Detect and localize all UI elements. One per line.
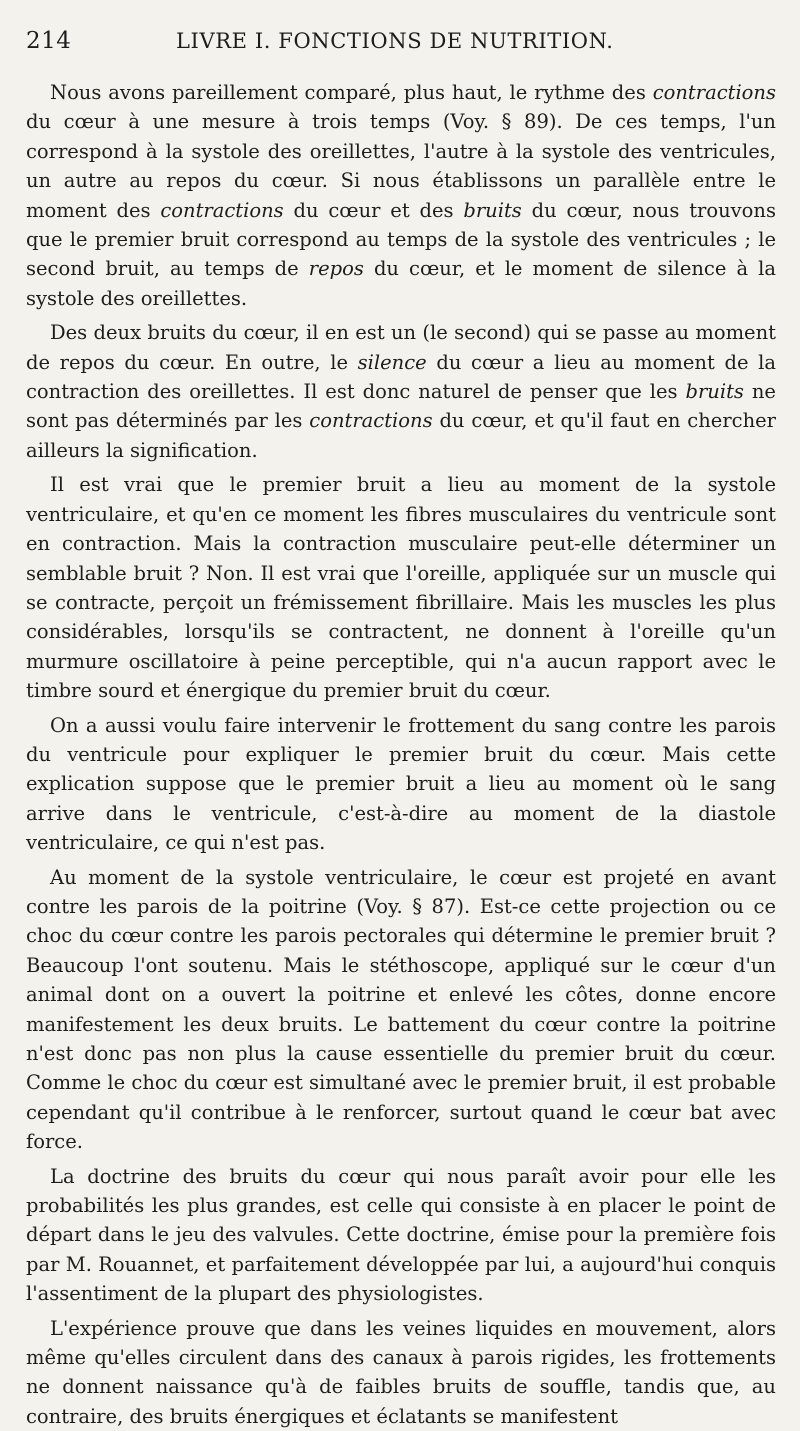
body-text: [26, 78, 776, 1431]
paragraph-7: L'expérience prouve que dans les veines liquides en mouvement, alors même qu'elles circulent dans des canaux à parois rigides, les frottements ne donnent naissance qu'à de faibles bruits de souffle, tandis que, au contraire, des bruits énergiques et éclatants se manifestent: [26, 1316, 776, 1428]
paragraph-5: Au moment de la systole ventriculaire, le cœur est projeté en avant contre les parois de la poitrine (Voy. § 87). Est-ce cette projection ou ce choc du cœur contre les parois pectorales qui détermine le premier bruit ? Beaucoup l'ont soutenu. Mais le stéthoscope, appliqué sur le cœur d'un animal dont on a ouvert la poitrine et enlevé les côtes, donne encore manifestement les deux bruits. Le battement du cœur contre la poitrine n'est donc pas non plus la cause essentielle du premier bruit du cœur. Comme le choc du cœur est simultané avec le premier bruit, il est probable cependant qu'il contribue à le renforcer, surtout quand le cœur bat avec force.: [26, 865, 776, 1154]
paragraph-4: On a aussi voulu faire intervenir le frottement du sang contre les parois du ventricule pour expliquer le premier bruit du cœur. Mais cette explication suppose que le premier bruit a lieu au moment où le sang arrive dans le ventricule, c'est-à-dire au moment de la diastole ventriculaire, ce qui n'est pas.: [26, 713, 776, 855]
paragraph-3: Il est vrai que le premier bruit a lieu au moment de la systole ventriculaire, et qu'en ce moment les fibres musculaires du ventricule sont en contraction. Mais la contraction musculaire peut-elle déterminer un semblable bruit ? Non. Il est vrai que l'oreille, appliquée sur un muscle qui se contracte, perçoit un frémissement fibrillaire. Mais les muscles les plus considérables, lorsqu'ils se contractent, ne donnent à l'oreille qu'un murmure oscillatoire à peine perceptible, qui n'a aucun rapport avec le timbre sourd et énergique du premier bruit du cœur.: [26, 473, 776, 703]
paragraph-2: Des deux bruits du cœur, il en est un (le second) qui se passe au moment de repos du cœur. En outre, le silence du cœur a lieu au moment de la contraction des oreillettes. Il est donc naturel de penser que les bruits ne sont pas déterminés par les contractions du cœur, et qu'il faut en chercher ailleurs la signification.: [26, 321, 776, 462]
page-number: 214: [26, 28, 72, 54]
paragraph-6: La doctrine des bruits du cœur qui nous paraît avoir pour elle les probabilités les plus grandes, est celle qui consiste à en placer le point de départ dans le jeu des valvules. Cette doctrine, émise pour la première fois par M. Rouannet, et parfaitement développée par lui, a aujourd'hui conquis l'assentiment de la plupart des physiologistes.: [26, 1164, 776, 1306]
paragraph-1: Nous avons pareillement comparé, plus haut, le rythme des contractions du cœur à une mesure à trois temps (Voy. § 89). De ces temps, l'un correspond à la systole des oreillettes, l'autre à la systole des ventricules, un autre au repos du cœur. Si nous établissons un parallèle entre le moment des contractions du cœur et des bruits du cœur, nous trouvons que le premier bruit correspond au temps de la systole des ventricules ; le second bruit, au temps de repos du cœur, et le moment de silence à la systole des oreillettes.: [26, 81, 776, 310]
page-header: [26, 28, 776, 68]
running-head: LIVRE I. FONCTIONS DE NUTRITION.: [176, 29, 614, 53]
